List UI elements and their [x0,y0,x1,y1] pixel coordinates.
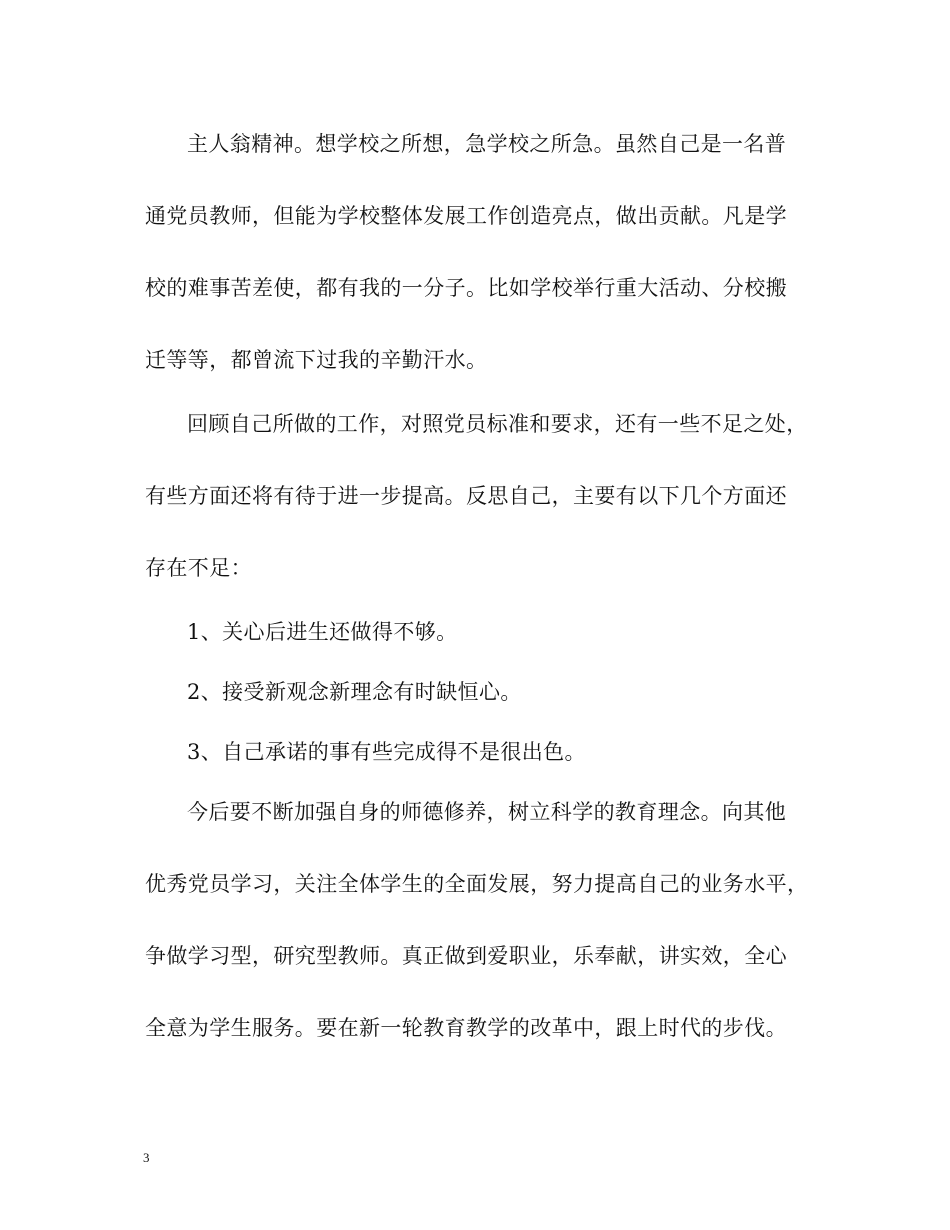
text-line: 通党员教师，但能为学校整体发展工作创造亮点，做出贡献。凡是学 [145,204,787,228]
text-line: 主人翁精神。想学校之所想，急学校之所急。虽然自己是一名普 [187,132,787,156]
list-item: 3、自己承诺的事有些完成得不是很出色。 [187,740,586,764]
text-line: 迁等等，都曾流下过我的辛勤汗水。 [145,348,488,372]
page-number: 3 [143,1150,150,1165]
text-line: 优秀党员学习，关注全体学生的全面发展，努力提高自己的业务水平， [145,872,809,896]
text-line: 全意为学生服务。要在新一轮教育教学的改革中，跟上时代的步伐。 [145,1016,787,1040]
text-line: 校的难事苦差使，都有我的一分子。比如学校举行重大活动、分校搬 [145,276,787,300]
text-line: 回顾自己所做的工作，对照党员标准和要求，还有一些不足之处， [187,412,808,436]
list-item: 2、接受新观念新理念有时缺恒心。 [187,680,522,704]
text-line: 今后要不断加强自身的师德修养，树立科学的教育理念。向其他 [187,800,787,824]
text-line: 存在不足： [145,556,252,580]
text-line: 有些方面还将有待于进一步提高。反思自己，主要有以下几个方面还 [145,484,787,508]
text-line: 争做学习型，研究型教师。真正做到爱职业，乐奉献，讲实效，全心 [145,944,787,968]
list-item: 1、关心后进生还做得不够。 [187,620,458,644]
